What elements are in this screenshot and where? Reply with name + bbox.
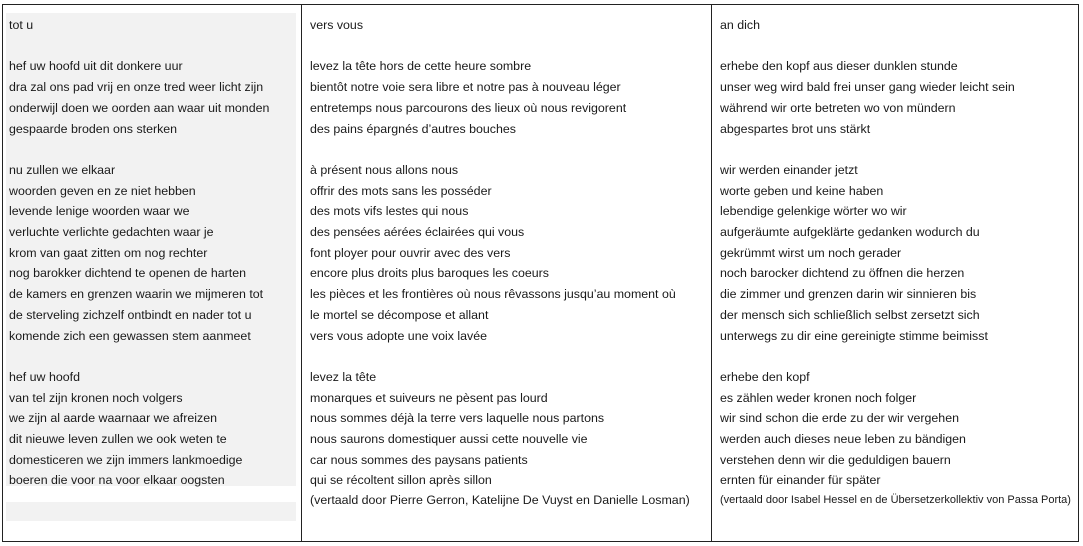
poem-line: car nous sommes des paysans patients bbox=[310, 452, 528, 467]
poem-line: de sterveling zichzelf ontbindt en nader tot u bbox=[9, 307, 252, 322]
poem-line: à présent nous allons nous bbox=[310, 162, 459, 177]
poem-line: vers vous adopte une voix lavée bbox=[310, 328, 488, 343]
poem-line: levende lenige woorden waar we bbox=[9, 204, 190, 219]
poem-line: hef uw hoofd uit dit donkere uur bbox=[9, 59, 183, 74]
poem-line: worte geben und keine haben bbox=[720, 183, 884, 198]
poem-line: dit nieuwe leven zullen we ook weten te bbox=[9, 432, 227, 446]
poem-line: krom van gaat zitten om nog rechter bbox=[9, 245, 208, 260]
poem-line: ernten für einander für später bbox=[720, 473, 881, 488]
poem-line: offrir des mots sans les posséder bbox=[310, 183, 492, 198]
poem-line: nous saurons domestiquer aussi cette nouvelle vie bbox=[310, 432, 588, 446]
poem-line: werden auch dieses neue leben zu bändigen bbox=[720, 432, 966, 446]
poem-line: woorden geven en ze niet hebben bbox=[9, 183, 196, 198]
poem-table bbox=[2, 4, 1079, 542]
translator-credit: (vertaald door Pierre Gerron, Katelijne De Vuyst en Danielle Losman) bbox=[310, 493, 690, 507]
poem-line: der mensch sich schließlich selbst zersetzt sich bbox=[720, 307, 980, 322]
poem-line: wir sind schon die erde zu der wir vergehen bbox=[720, 411, 959, 426]
poem-line: erhebe den kopf aus dieser dunklen stunde bbox=[720, 59, 958, 74]
poem-title: tot u bbox=[9, 18, 34, 32]
shaded-empty-cell bbox=[6, 502, 296, 521]
poem-line: le mortel se décompose et allant bbox=[310, 307, 489, 322]
poem-line: dra zal ons pad vrij en onze tred weer licht zijn bbox=[9, 80, 264, 95]
poem-line: boeren die voor na voor elkaar oogsten bbox=[9, 473, 225, 488]
poem-line: komende zich een gewassen stem aanmeet bbox=[9, 328, 251, 343]
poem-line: die zimmer und grenzen darin wir sinnieren bis bbox=[720, 287, 977, 302]
translator-credit: (vertaald door Isabel Hessel en de Übersetzerkollektiv von Passa Porta) bbox=[720, 494, 1071, 506]
poem-line: während wir orte betreten wo von mündern bbox=[720, 100, 956, 115]
poem-line: lebendige gelenkige wörter wo wir bbox=[720, 204, 907, 219]
poem-line: qui se récoltent sillon après sillon bbox=[310, 473, 492, 488]
column-dutch bbox=[3, 5, 302, 541]
poem-line: hef uw hoofd bbox=[9, 369, 80, 384]
poem-line: de kamers en grenzen waarin we mijmeren tot bbox=[9, 287, 264, 302]
poem-line: nu zullen we elkaar bbox=[9, 162, 116, 177]
poem-line: wir werden einander jetzt bbox=[720, 162, 858, 177]
poem-line: les pièces et les frontières où nous rêvassons jusqu’au moment où bbox=[310, 287, 676, 302]
poem-line: entretemps nous parcourons des lieux où nous revigorent bbox=[310, 100, 627, 115]
poem-line: levez la tête bbox=[310, 369, 377, 384]
poem-line: nous sommes déjà la terre vers laquelle nous partons bbox=[310, 411, 605, 426]
poem-line: des pensées aérées éclairées qui vous bbox=[310, 225, 525, 239]
poem-line: aufgeräumte aufgeklärte gedanken wodurch du bbox=[720, 225, 980, 239]
poem-title: vers vous bbox=[310, 18, 364, 32]
poem-line: verluchte verlichte gedachten waar je bbox=[9, 225, 214, 239]
poem-line: encore plus droits plus baroques les coeurs bbox=[310, 266, 549, 281]
poem-line: erhebe den kopf bbox=[720, 369, 810, 384]
poem-line: bientôt notre voie sera libre et notre pas à nouveau léger bbox=[310, 80, 621, 95]
poem-line: abgespartes brot uns stärkt bbox=[720, 121, 871, 136]
column-german bbox=[712, 5, 1078, 541]
poem-title: an dich bbox=[720, 18, 760, 32]
poem-line: onderwijl doen we oorden aan waar uit monden bbox=[9, 100, 270, 115]
column-french bbox=[302, 5, 712, 541]
poem-line: monarques et suiveurs ne pèsent pas lourd bbox=[310, 390, 548, 405]
poem-line: gespaarde broden ons sterken bbox=[9, 121, 178, 136]
poem-line: domesticeren we zijn immers lankmoedige bbox=[9, 452, 243, 467]
poem-line: we zijn al aarde waarnaar we afreizen bbox=[9, 411, 217, 426]
poem-line: van tel zijn kronen noch volgers bbox=[9, 390, 183, 405]
poem-line: verstehen denn wir die geduldigen bauern bbox=[720, 452, 951, 467]
poem-line: gekrümmt wirst um noch gerader bbox=[720, 245, 902, 260]
poem-line: des pains épargnés d’autres bouches bbox=[310, 121, 516, 136]
poem-line: noch barocker dichtend zu öffnen die herzen bbox=[720, 266, 965, 281]
poem-line: unser weg wird bald frei unser gang wieder leicht sein bbox=[720, 80, 1015, 95]
poem-line: des mots vifs lestes qui nous bbox=[310, 204, 469, 219]
poem-line: font ployer pour ouvrir avec des vers bbox=[310, 245, 511, 260]
poem-line: unterwegs zu dir eine gereinigte stimme beimisst bbox=[720, 328, 988, 343]
poem-line: es zählen weder kronen noch folger bbox=[720, 390, 917, 405]
poem-line: levez la tête hors de cette heure sombre bbox=[310, 59, 532, 74]
poem-line: nog barokker dichtend te openen de harten bbox=[9, 266, 246, 281]
